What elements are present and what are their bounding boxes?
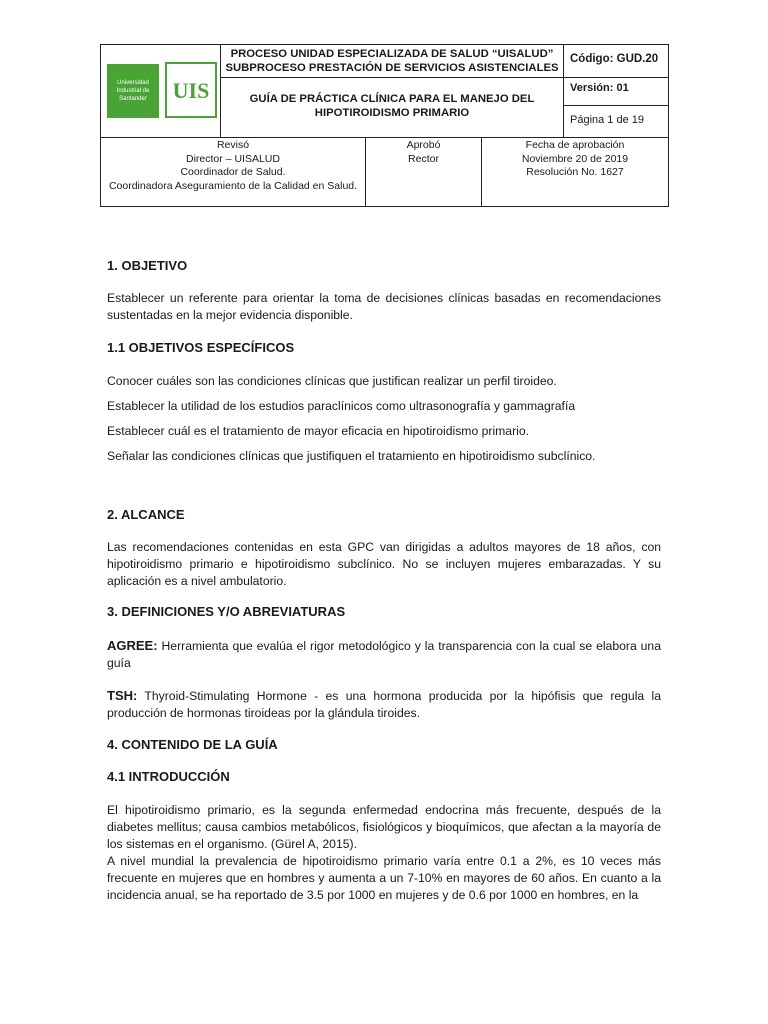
agree-definition: Herramienta que evalúa el rigor metodológico y la transparencia con la cual se elabora una guía [107, 639, 661, 670]
objetivo-item: Establecer cuál es el tratamiento de mayor eficacia en hipotiroidismo primario. [107, 424, 530, 438]
section-introduccion-heading: 4.1 INTRODUCCIÓN [107, 769, 230, 784]
objetivo-item: Conocer cuáles son las condiciones clínicas que justifican realizar un perfil tiroideo. [107, 374, 557, 388]
process-name: PROCESO UNIDAD ESPECIALIZADA DE SALUD “UISALUD” [230, 48, 554, 60]
agree-term: AGREE: [107, 638, 158, 653]
approval-date-label: Fecha de aprobación [525, 139, 625, 151]
page-number: Página 1 de 19 [564, 106, 668, 138]
section-alcance-heading: 2. ALCANCE [107, 507, 185, 522]
section-objetivos-especificos-heading: 1.1 OBJETIVOS ESPECÍFICOS [107, 340, 295, 355]
section-contenido-heading: 4. CONTENIDO DE LA GUÍA [107, 737, 278, 752]
approver: Rector [408, 152, 439, 165]
approval-resolution: Resolución No. 1627 [526, 166, 624, 178]
reviewer: Coordinadora Aseguramiento de la Calidad en Salud. [108, 179, 358, 192]
reviewer: Director – UISALUD [186, 152, 280, 165]
objetivo-text: Establecer un referente para orientar la toma de decisiones clínicas basadas en recomendaciones sustentadas en la mejor evidencia disponible. [107, 291, 661, 322]
document-version: Versión: 01 [564, 78, 668, 106]
section-objetivo-heading: 1. OBJETIVO [107, 258, 188, 273]
title-line-1: GUÍA DE PRÁCTICA CLÍNICA PARA EL MANEJO DEL [249, 93, 535, 105]
svg-text:UIS: UIS [172, 78, 210, 103]
alcance-text: Las recomendaciones contenidas en esta GPC van dirigidas a adultos mayores de 18 años, con hipotiroidismo primario e hipotiroidismo subclínico. No se incluyen mujeres embarazadas. Y su aplicación es a nivel ambulatorio. [107, 540, 661, 588]
subprocess-name: SUBPROCESO PRESTACIÓN DE SERVICIOS ASISTENCIALES [225, 62, 559, 74]
approval-date: Noviembre 20 de 2019 [521, 152, 629, 165]
objetivo-item: Establecer la utilidad de los estudios paraclínicos como ultrasonografía y gammagrafía [107, 399, 576, 413]
process-cell [221, 45, 564, 78]
tsh-definition: Thyroid-Stimulating Hormone - es una hormona producida por la hipófisis que regula la producción de hormonas tiroideas por la glándula tiroides. [107, 689, 661, 720]
approved-by-cell [366, 138, 482, 206]
approved-label: Aprobó [406, 139, 441, 151]
definition-tsh [107, 687, 661, 722]
title-line-2: HIPOTIROIDISMO PRIMARIO [314, 107, 470, 119]
uis-logo-icon [165, 62, 217, 118]
tsh-term: TSH: [107, 688, 138, 703]
document-title [221, 78, 564, 138]
document-code: Código: GUD.20 [564, 45, 668, 78]
approval-date-cell [482, 138, 668, 206]
reviewer: Coordinador de Salud. [180, 166, 286, 178]
logo-university-name: Universidad Industrial de Santander [107, 64, 159, 118]
introduccion-paragraph-1: El hipotiroidismo primario, es la segunda enfermedad endocrina más frecuente, después de la diabetes mellitus; causa cambios metabólicos, fisiológicos y bioquímicos, que afectan a la mayoría de los sistemas en el organismo. (Gürel A, 2015). [107, 803, 661, 851]
reviewed-label: Revisó [216, 139, 250, 151]
reviewed-by-cell [101, 138, 366, 206]
document-header [100, 44, 669, 207]
logo-cell [101, 45, 221, 138]
objetivo-item: Señalar las condiciones clínicas que justifiquen el tratamiento en hipotiroidismo subclínico. [107, 449, 596, 463]
section-definiciones-heading: 3. DEFINICIONES Y/O ABREVIATURAS [107, 604, 346, 619]
uis-logo [107, 62, 213, 118]
introduccion-paragraph-2: A nivel mundial la prevalencia de hipotiroidismo primario varía entre 0.1 a 2%, es 10 veces más frecuente en mujeres que en hombres y aumenta a un 7-10% en mayores de 60 años. En cuanto a la incidencia anual, se ha reportado de 3.5 por 1000 en mujeres y de 0.6 por 1000 en hombres, en la [107, 854, 661, 902]
definition-agree [107, 637, 661, 672]
